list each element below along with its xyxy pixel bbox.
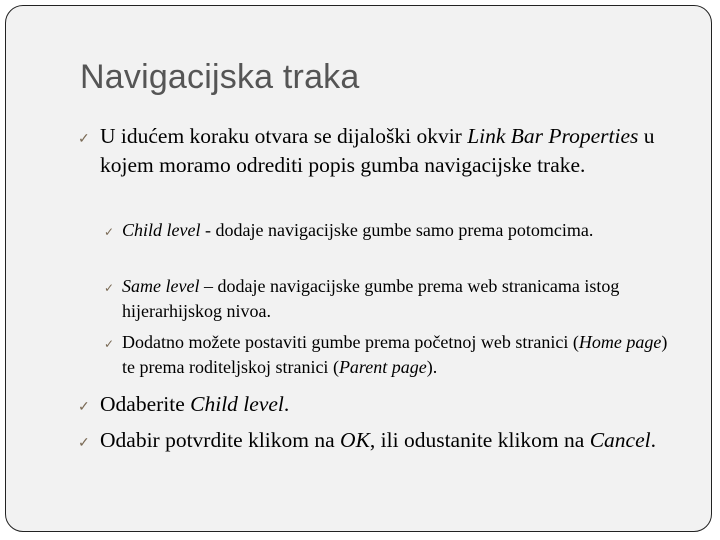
checkmark-bullet-icon: ✓ xyxy=(78,436,90,451)
checkmark-bullet-icon: ✓ xyxy=(104,337,115,351)
checkmark-bullet-icon: ✓ xyxy=(104,281,115,295)
bullet-4 xyxy=(104,330,674,380)
bullet-5 xyxy=(78,390,668,422)
bullet-5-text: Odaberite Child level. xyxy=(100,392,290,416)
slide-title: Navigacijska traka xyxy=(80,58,360,96)
bullet-3-text: Same level – dodaje navigacijske gumbe prema web stranicama istog hijerarhijskog nivoa. xyxy=(122,276,620,321)
bullet-2 xyxy=(104,218,664,245)
checkmark-bullet-icon: ✓ xyxy=(78,132,90,147)
bullet-1-text: U idućem koraku otvara se dijaloški okvir Link Bar Properties u kojem moramo odrediti popis gumba navigacijske trake. xyxy=(100,124,655,177)
bullet-1 xyxy=(78,122,668,180)
bullet-6 xyxy=(78,426,658,458)
checkmark-bullet-icon: ✓ xyxy=(78,400,90,415)
bullet-3 xyxy=(104,274,664,324)
bullet-2-text: Child level - dodaje navigacijske gumbe samo prema potomcima. xyxy=(122,220,594,240)
checkmark-bullet-icon: ✓ xyxy=(104,225,115,239)
bullet-6-text: Odabir potvrdite klikom na OK, ili odustanite klikom na Cancel. xyxy=(100,428,656,452)
bullet-4-text: Dodatno možete postaviti gumbe prema početnoj web stranici (Home page) te prema roditeljskoj stranici (Parent page). xyxy=(122,332,668,377)
